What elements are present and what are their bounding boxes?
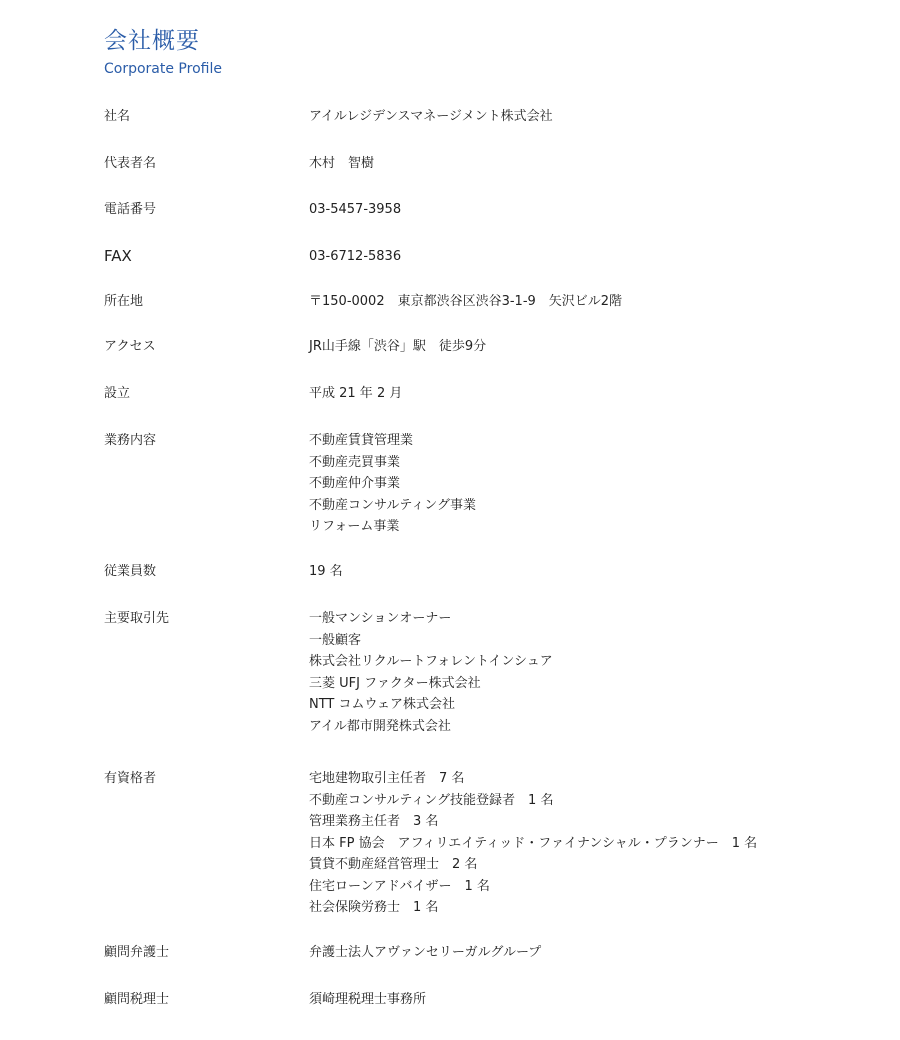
representative-value: 木村 智樹 xyxy=(309,156,375,171)
business-item: 不動産仲介事業 xyxy=(309,476,401,491)
access-label: アクセス xyxy=(104,339,156,354)
fax-label: FAX xyxy=(104,247,132,265)
page-title: 会社概要 xyxy=(104,28,200,54)
tax-accountant-value: 須崎理税理士事務所 xyxy=(309,992,427,1007)
qualification-item: 住宅ローンアドバイザー 1 名 xyxy=(309,878,490,894)
page-subtitle: Corporate Profile xyxy=(104,61,222,77)
phone-label: 電話番号 xyxy=(104,202,157,217)
client-item: NTT コムウェア株式会社 xyxy=(309,697,455,712)
qualification-item: 社会保険労務士 1 名 xyxy=(309,900,439,915)
lawyer-value: 弁護士法人アヴァンセリーガルグループ xyxy=(309,945,542,960)
business-list xyxy=(309,430,476,538)
qualification-item: 管理業務主任者 3 名 xyxy=(309,814,439,829)
established-value: 平成 21 年 2 月 xyxy=(309,386,403,401)
qualification-item: 不動産コンサルティング技能登録者 1 名 xyxy=(309,792,554,808)
client-item: 株式会社リクルートフォレントインシュア xyxy=(309,654,553,669)
client-item: 一般顧客 xyxy=(309,632,362,648)
business-item: 不動産売買事業 xyxy=(309,454,401,470)
company-name-value: アイルレジデンスマネージメント株式会社 xyxy=(309,109,553,124)
clients-list xyxy=(309,608,553,737)
phone-value: 03-5457-3958 xyxy=(309,202,402,217)
qualification-item: 宅地建物取引主任者 7 名 xyxy=(309,771,465,786)
qualifications-label: 有資格者 xyxy=(104,771,157,786)
established-label: 設立 xyxy=(104,386,131,401)
client-item: アイル都市開発株式会社 xyxy=(309,718,451,734)
qualification-item: 賃貸不動産経営管理士 2 名 xyxy=(309,857,478,872)
qualification-item: 日本 FP 協会 アフィリエイティッド・ファイナンシャル・プランナー 1 名 xyxy=(309,835,758,851)
clients-label: 主要取引先 xyxy=(104,611,170,626)
access-value: JR山手線「渋谷」駅 徒歩9分 xyxy=(309,339,487,354)
business-item: 不動産賃貸管理業 xyxy=(309,433,414,448)
lawyer-label: 顧問弁護士 xyxy=(104,945,170,960)
address-label: 所在地 xyxy=(104,294,144,309)
business-item: リフォーム事業 xyxy=(309,519,400,534)
business-label: 業務内容 xyxy=(104,433,157,448)
qualifications-list xyxy=(309,768,757,919)
business-item: 不動産コンサルティング事業 xyxy=(309,497,477,513)
address-value: 〒150-0002 東京都渋谷区渋谷3-1-9 矢沢ビル2階 xyxy=(309,294,623,309)
representative-label: 代表者名 xyxy=(104,156,157,171)
tax-accountant-label: 顧問税理士 xyxy=(104,992,170,1007)
company-name-label: 社名 xyxy=(104,109,131,124)
client-item: 一般マンションオーナー xyxy=(309,611,452,626)
client-item: 三菱 UFJ ファクター株式会社 xyxy=(309,675,481,691)
fax-value: 03-6712-5836 xyxy=(309,249,402,264)
employees-label: 従業員数 xyxy=(104,564,157,579)
employees-value: 19 名 xyxy=(309,564,343,579)
